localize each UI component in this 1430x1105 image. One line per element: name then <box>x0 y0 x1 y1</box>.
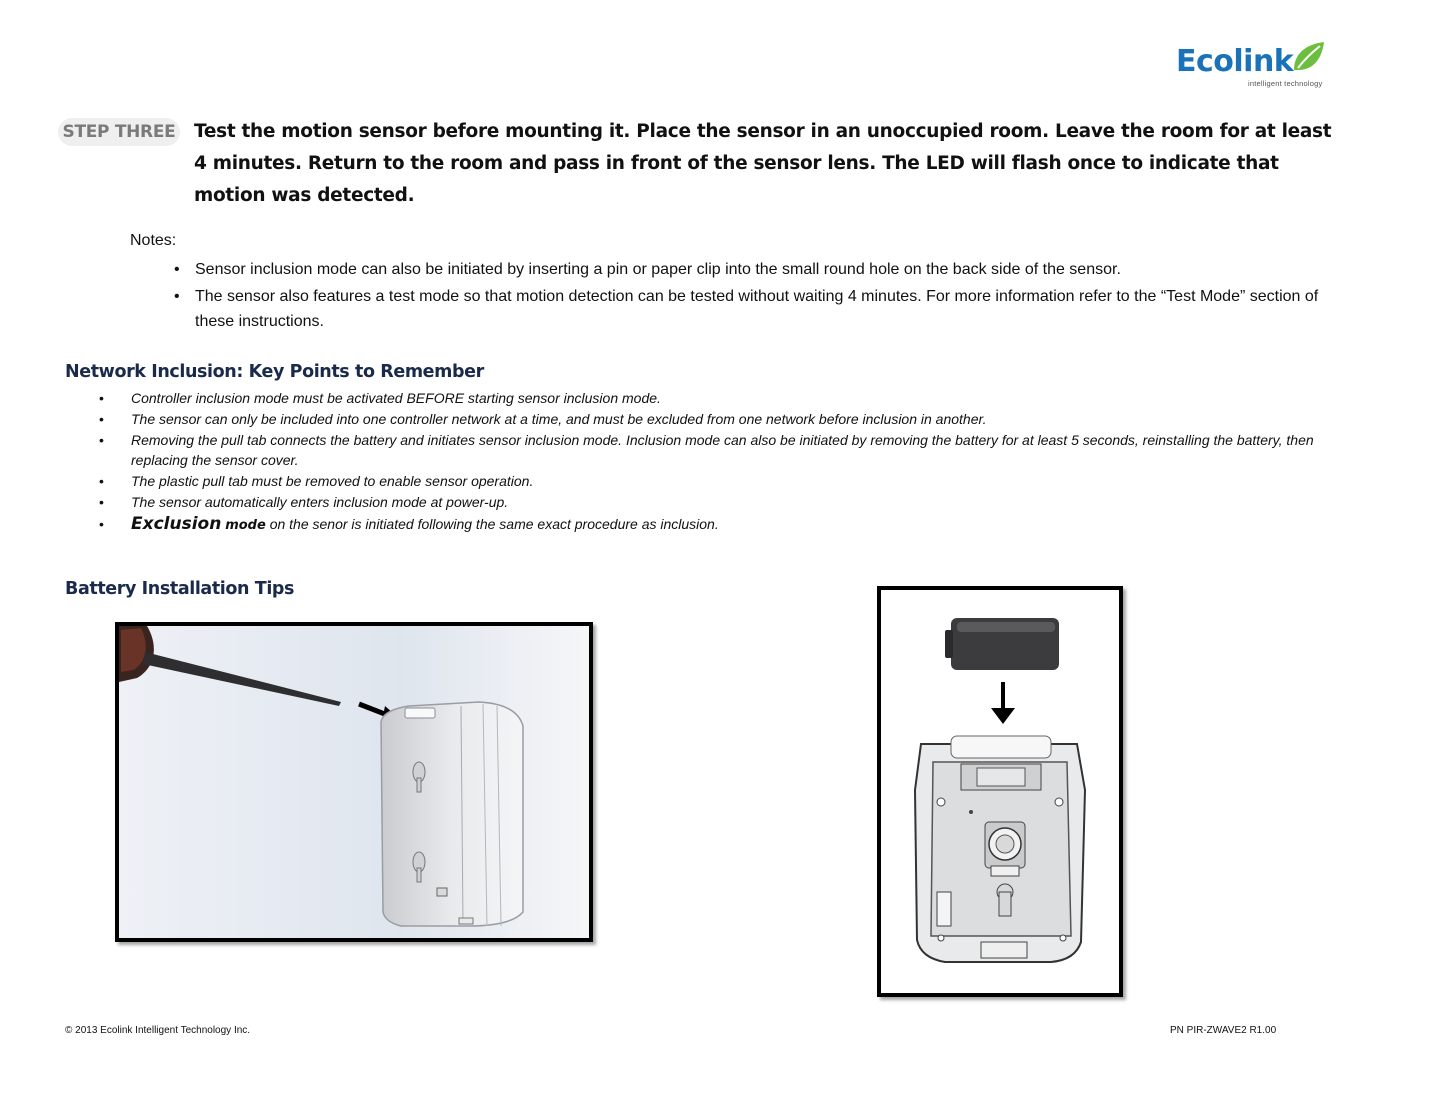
bullet: • <box>99 473 104 489</box>
network-inclusion-heading: Network Inclusion: Key Points to Remember <box>65 362 484 382</box>
note-text: Sensor inclusion mode can also be initiated by inserting a pin or paper clip into the small round hole on the back side of the sensor. <box>195 261 1121 278</box>
list-item <box>160 257 1330 282</box>
list-item <box>96 471 1356 491</box>
key-point-text: Controller inclusion mode must be activated BEFORE starting sensor inclusion mode. <box>131 390 661 406</box>
list-item <box>96 430 1356 470</box>
list-item <box>160 284 1330 334</box>
part-number-footer: PN PIR-ZWAVE2 R1.00 <box>1170 1025 1277 1036</box>
copyright-footer: © 2013 Ecolink Intelligent Technology Inc. <box>65 1025 251 1036</box>
exclusion-text: on the senor is initiated following the same exact procedure as inclusion. <box>265 516 719 532</box>
list-item <box>96 409 1356 429</box>
notes-list <box>160 257 1330 336</box>
logo-tagline: intelligent technology <box>1248 79 1323 88</box>
key-point-text: Removing the pull tab connects the battery and initiates sensor inclusion mode. Inclusion mode can also be initiated by removing the battery for at least 5 seconds, reinstalling the battery, then replacing the sensor cover. <box>131 432 1314 468</box>
logo-wordmark: Ecolink <box>1176 44 1294 79</box>
exclusion-word: Exclusion <box>131 514 222 534</box>
list-item <box>96 388 1356 408</box>
step-instructions: Test the motion sensor before mounting it. Place the sensor in an unoccupied room. Leave the room for at least 4 minutes. Return to the room and pass in front of the sensor lens. The LED will flash once to indicate that motion was detected. <box>194 121 1332 206</box>
bullet: • <box>174 261 180 278</box>
step-badge: STEP THREE <box>58 118 180 146</box>
pin-insertion-illustration <box>119 626 589 938</box>
key-point-text: The sensor can only be included into one controller network at a time, and must be excluded from one network before inclusion in another. <box>131 411 987 427</box>
pin-insertion-figure <box>115 622 593 942</box>
key-points-list <box>96 388 1356 537</box>
ecolink-logo <box>1172 38 1342 98</box>
bullet: • <box>99 411 104 427</box>
leaf-icon <box>1290 40 1326 74</box>
battery-insertion-illustration <box>881 590 1119 993</box>
bullet: • <box>99 390 104 406</box>
bullet: • <box>99 432 104 448</box>
battery-insertion-figure <box>877 586 1123 997</box>
list-item <box>96 492 1356 512</box>
exclusion-mode-word: mode <box>225 518 266 533</box>
bullet: • <box>99 516 104 532</box>
note-text: The sensor also features a test mode so that motion detection can be tested without waiting 4 minutes. For more information refer to the “Test Mode” section of these instructions. <box>195 288 1319 330</box>
bullet: • <box>99 494 104 510</box>
list-item <box>96 514 1356 536</box>
key-point-text: The plastic pull tab must be removed to enable sensor operation. <box>131 473 534 489</box>
key-point-text: The sensor automatically enters inclusion mode at power-up. <box>131 494 509 510</box>
notes-label: Notes: <box>130 232 177 249</box>
bullet: • <box>174 288 180 305</box>
battery-tips-heading: Battery Installation Tips <box>65 579 295 599</box>
